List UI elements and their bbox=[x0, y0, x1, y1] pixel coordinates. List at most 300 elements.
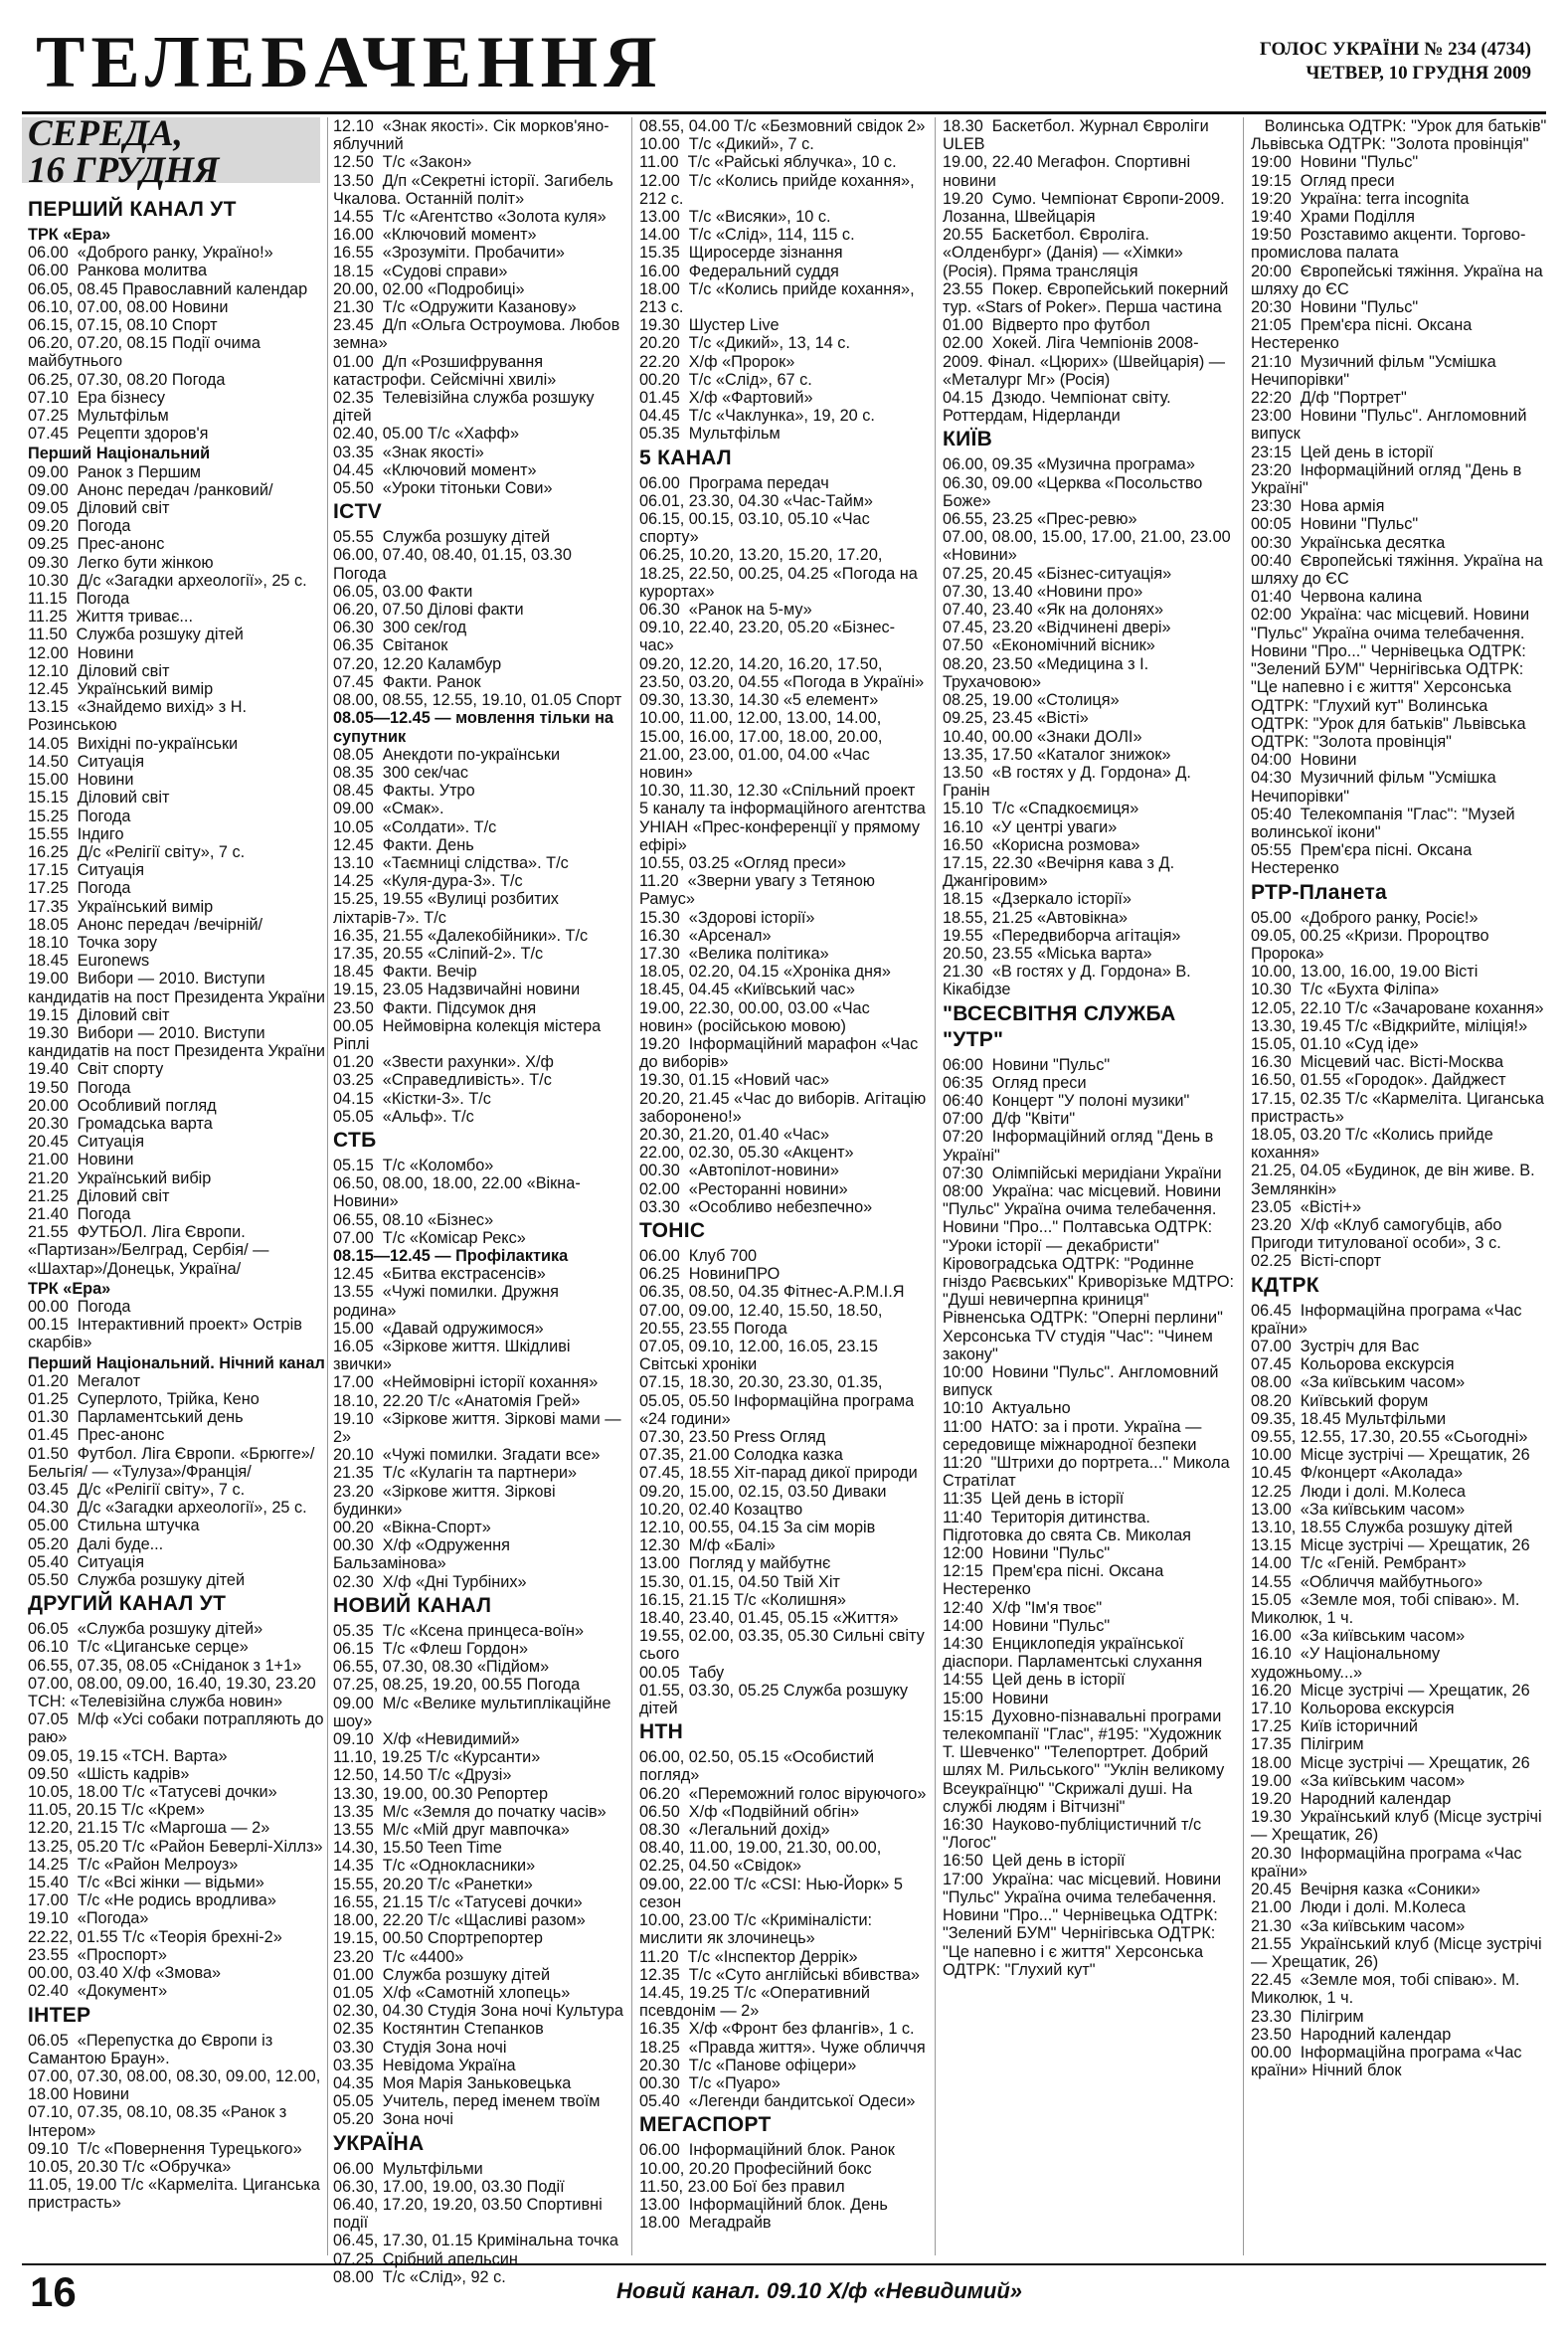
schedule-entry: 00:40 Європейські тяжіння. Україна на шляху до ЄС bbox=[1251, 551, 1548, 589]
schedule-entry: 09.30 Легко бути жінкою bbox=[28, 553, 214, 572]
schedule-entry: 20.30 Т/с «Панове офіцери» bbox=[639, 2056, 857, 2074]
schedule-entry: 08.05 Анекдоти по-українськи bbox=[333, 745, 561, 764]
schedule-entry: 13.25, 05.20 Т/с «Район Беверлі-Хіллз» bbox=[28, 1837, 323, 1856]
schedule-entry: 00.00 Інформаційна програма «Час країни» Нічний блок bbox=[1251, 2043, 1527, 2080]
schedule-entry: 18.00 Мегадрайв bbox=[639, 2214, 772, 2233]
schedule-entry: 17.35 Український вимір bbox=[28, 897, 214, 916]
schedule-entry: 07.15, 18.30, 20.30, 23.30, 01.35, 05.05, 05.50 Інформаційна програма «24 години» bbox=[639, 1373, 919, 1428]
channel-heading: УКРАЇНА bbox=[333, 2131, 425, 2155]
schedule-entry: 06.00, 07.40, 08.40, 01.15, 03.30 Погода bbox=[333, 546, 577, 583]
schedule-entry: Волинська ОДТРК: "Урок для батьків" Львівська ОДТРК: "Золота провінція" bbox=[1251, 117, 1551, 154]
schedule-entry: 20.45 Ситуація bbox=[28, 1133, 145, 1152]
schedule-entry: 18.40, 23.40, 01.45, 05.15 «Життя» bbox=[639, 1609, 899, 1628]
schedule-entry: 08.55, 04.00 Т/с «Безмовний свідок 2» bbox=[639, 117, 926, 135]
schedule-entry: 11:00 НАТО: за і проти. Україна — середовище міжнародної безпеки bbox=[943, 1417, 1206, 1454]
schedule-entry: 09.30, 13.30, 14.30 «5 елемент» bbox=[639, 691, 879, 710]
schedule-entry: 19:15 Огляд преси bbox=[1251, 171, 1395, 190]
schedule-entry: 15.40 Т/с «Всі жінки — відьми» bbox=[28, 1874, 264, 1892]
schedule-entry: 15.05, 01.10 «Суд іде» bbox=[1251, 1034, 1419, 1053]
schedule-entry: 19:50 Розставимо акценти. Торгово-промислова палата bbox=[1251, 226, 1526, 263]
schedule-entry: 15:00 Новини bbox=[943, 1689, 1049, 1707]
schedule-entry: 06.25, 07.30, 08.20 Погода bbox=[28, 370, 226, 389]
schedule-entry: 18.45 Факти. Вечір bbox=[333, 963, 477, 982]
schedule-entry: 07.25 Мультфільм bbox=[28, 407, 169, 426]
schedule-entry: 06.10 Т/с «Циганське серце» bbox=[28, 1638, 249, 1657]
schedule-entry: 19.00, 22.30, 00.00, 03.00 «Час новин» (російською мовою) bbox=[639, 998, 875, 1035]
schedule-entry: 14.50 Ситуація bbox=[28, 752, 145, 771]
schedule-entry: 16.00 «Ключовий момент» bbox=[333, 226, 537, 245]
schedule-entry: 17.10 Кольорова екскурсія bbox=[1251, 1700, 1455, 1718]
schedule-entry: 04.30 Д/с «Загадки археології», 25 с. bbox=[28, 1499, 307, 1518]
schedule-entry: 13.00 Погляд у майбутнє bbox=[639, 1554, 831, 1573]
schedule-entry: 07.45 Факти. Ранок bbox=[333, 672, 481, 691]
schedule-entry: 18.15 «Дзеркало історії» bbox=[943, 890, 1132, 909]
schedule-entry: 18.25 «Правда життя». Чуже обличчя bbox=[639, 2038, 926, 2057]
schedule-entry: 10:10 Актуально bbox=[943, 1399, 1071, 1418]
schedule-entry: 07.05 М/ф «Усі собаки потрапляють до раю» bbox=[28, 1710, 329, 1747]
schedule-entry: 16.35, 21.55 «Далекобійники». Т/с bbox=[333, 926, 589, 945]
schedule-entry: 19.00, 22.40 Мегафон. Спортивні новини bbox=[943, 153, 1195, 190]
schedule-entry: 21.20 Український вибір bbox=[28, 1168, 212, 1187]
schedule-entry: 10.00 Місце зустрічі — Хрещатик, 26 bbox=[1251, 1446, 1530, 1465]
schedule-entry: 11:40 Територія дитинства. Підготовка до свята Св. Миколая bbox=[943, 1508, 1191, 1544]
schedule-entry: 19.55, 02.00, 03.35, 05.30 Сильні світу сього bbox=[639, 1627, 930, 1664]
schedule-entry: 19.30, 01.15 «Новий час» bbox=[639, 1071, 830, 1090]
channel-subheading: ТРК «Ера» bbox=[28, 1279, 111, 1298]
schedule-entry: 11.05, 19.00 Т/с «Кармеліта. Циганська пристрасть» bbox=[28, 2176, 325, 2213]
schedule-entry: 14.00 Т/с «Слід», 114, 115 с. bbox=[639, 226, 855, 245]
schedule-entry: 14:55 Цей день в історії bbox=[943, 1671, 1126, 1690]
schedule-entry: 07.00, 08.00, 15.00, 17.00, 21.00, 23.00 «Новини» bbox=[943, 528, 1236, 565]
schedule-entry: 13.15 Місце зустрічі — Хрещатик, 26 bbox=[1251, 1536, 1530, 1555]
schedule-entry: 02.00 «Ресторанні новини» bbox=[639, 1179, 848, 1198]
schedule-entry: 12:40 Х/ф "Ім'я твоє" bbox=[943, 1598, 1103, 1617]
schedule-entry: 16.55 «Зрозуміти. Пробачити» bbox=[333, 244, 565, 263]
schedule-entry: 21.25 Діловий світ bbox=[28, 1186, 170, 1205]
channel-subheading: ТРК «Ера» bbox=[28, 226, 111, 244]
schedule-entry: 16.50, 01.55 «Городок». Дайджест bbox=[1251, 1071, 1506, 1090]
section-title: ТЕЛЕБАЧЕННЯ bbox=[36, 22, 663, 103]
schedule-entry: 01.00 Служба розшуку дітей bbox=[333, 1965, 551, 1984]
schedule-entry: 01.45 Прес-анонс bbox=[28, 1426, 165, 1445]
schedule-entry: 10.20, 02.40 Козацтво bbox=[639, 1500, 803, 1519]
schedule-entry: 06.00 Програма передач bbox=[639, 473, 829, 492]
schedule-entry: 20.45 Вечірня казка «Соники» bbox=[1251, 1881, 1481, 1899]
schedule-entry: 16.55, 21.15 Т/с «Татусеві дочки» bbox=[333, 1892, 583, 1911]
schedule-entry: 15.10 Т/с «Спадкоємиця» bbox=[943, 800, 1139, 818]
schedule-entry: 17.35 Пілігрим bbox=[1251, 1735, 1364, 1754]
schedule-entry: 20.20 Т/с «Дикий», 13, 14 с. bbox=[639, 334, 850, 353]
schedule-entry: 13.10 «Таємниці слідства». Т/с bbox=[333, 853, 569, 872]
schedule-entry: 11.20 Т/с «Інспектор Деррік» bbox=[639, 1947, 858, 1966]
schedule-entry: 06.25, 10.20, 13.20, 15.20, 17.20, 18.25, 22.50, 00.25, 04.25 «Погода на курортах» bbox=[639, 546, 923, 601]
schedule-entry: 19.20 Сумо. Чемпіонат Європи-2009. Лозанна, Швейцарія bbox=[943, 189, 1230, 227]
schedule-entry: 19.30 Український клуб (Місце зустрічі — Хрещатик, 26) bbox=[1251, 1808, 1547, 1845]
schedule-entry: 15.15 Діловий світ bbox=[28, 789, 170, 808]
schedule-entry: 08.25, 19.00 «Столиця» bbox=[943, 691, 1120, 710]
schedule-entry: 19:40 Храми Поділля bbox=[1251, 208, 1415, 227]
schedule-entry: 00.20 «Вікна-Спорт» bbox=[333, 1519, 491, 1537]
schedule-entry: 20:00 Європейські тяжіння. Україна на шляху до ЄС bbox=[1251, 262, 1548, 298]
schedule-entry: 20.30, 21.20, 01.40 «Час» bbox=[639, 1125, 830, 1144]
schedule-entry: 06.10, 07.00, 08.00 Новини bbox=[28, 297, 229, 316]
schedule-entry: 07:30 Олімпійські меридіани України bbox=[943, 1164, 1222, 1182]
schedule-entry: 22.20 Х/ф «Пророк» bbox=[639, 352, 795, 371]
schedule-entry: 09.05 Діловий світ bbox=[28, 499, 170, 518]
schedule-entry: 20.30 Інформаційна програма «Час країни» bbox=[1251, 1844, 1527, 1881]
schedule-entry: 09.05, 00.25 «Кризи. Пророцтво Пророка» bbox=[1251, 926, 1494, 963]
schedule-entry: 09.00, 22.00 Т/с «CSI: Нью-Йорк» 5 сезон bbox=[639, 1875, 908, 1911]
schedule-entry: 03.25 «Справедливість». Т/с bbox=[333, 1071, 552, 1090]
schedule-entry: 10.00, 23.00 Т/с «Криміналісти: мислити як злочинець» bbox=[639, 1911, 877, 1948]
schedule-entry: 05.05 «Альф». Т/с bbox=[333, 1107, 474, 1126]
footer-teaser: Новий канал. 09.10 Х/ф «Невидимий» bbox=[616, 2278, 1022, 2303]
schedule-entry: 07.10, 07.35, 08.10, 08.35 «Ранок з Інтером» bbox=[28, 2103, 291, 2140]
schedule-entry: 19.55 «Передвиборча агітація» bbox=[943, 926, 1181, 945]
schedule-entry: 17.25 Київ історичний bbox=[1251, 1717, 1418, 1736]
schedule-entry: 06.55, 07.30, 08.30 «Підйом» bbox=[333, 1658, 550, 1677]
schedule-entry: 07.45 Рецепти здоров'я bbox=[28, 425, 209, 444]
schedule-entry: 19.10 «Зіркове життя. Зіркові мами — 2» bbox=[333, 1409, 626, 1447]
schedule-entry: 22.45 «Земле моя, тобі співаю». М. Миколюк, 1 ч. bbox=[1251, 1971, 1524, 2008]
schedule-entry: 17.00 «Неймовірні історії кохання» bbox=[333, 1373, 599, 1392]
schedule-entry: 06:35 Огляд преси bbox=[943, 1073, 1087, 1092]
schedule-entry: 01.25 Суперлото, Трійка, Кено bbox=[28, 1390, 260, 1408]
schedule-entry: 01.30 Парламентський день bbox=[28, 1408, 244, 1427]
schedule-entry: 16.35 Х/ф «Фронт без флангів», 1 с. bbox=[639, 2020, 915, 2039]
schedule-entry: 01.20 «Звести рахунки». Х/ф bbox=[333, 1053, 554, 1072]
schedule-entry: 06.15 Т/с «Флеш Гордон» bbox=[333, 1640, 529, 1659]
schedule-entry: 21.25, 04.05 «Будинок, де він живе. В. Землянкін» bbox=[1251, 1162, 1540, 1198]
schedule-entry: 10:00 Новини "Пульс". Англомовний випуск bbox=[943, 1363, 1223, 1400]
schedule-entry: 06.00 Клуб 700 bbox=[639, 1246, 758, 1265]
schedule-entry: 20.55 Баскетбол. Євроліга. «Олденбург» (Данія) — «Хімки» (Росія). Пряма трансляція bbox=[943, 226, 1188, 280]
schedule-entry: 06.00 Ранкова молитва bbox=[28, 262, 208, 280]
schedule-entry: 12.10 «Знак якості». Сік морков'яно-яблучний bbox=[333, 117, 610, 154]
schedule-entry: 12.10 Діловий світ bbox=[28, 661, 170, 680]
schedule-entry: 03.35 «Знак якості» bbox=[333, 443, 484, 461]
schedule-entry: 15.00 «Давай одружимося» bbox=[333, 1319, 544, 1338]
schedule-entry: 10.00, 20.20 Професійний бокс bbox=[639, 2159, 872, 2178]
footer-rule bbox=[22, 2263, 1546, 2265]
schedule-entry: 08.35 300 сек/час bbox=[333, 763, 468, 782]
schedule-entry: 15.25 Погода bbox=[28, 807, 131, 825]
masthead bbox=[22, 14, 1543, 111]
schedule-entry: 22.00, 02.30, 05.30 «Акцент» bbox=[639, 1144, 854, 1163]
schedule-entry: 07.00 Т/с «Комісар Рекс» bbox=[333, 1228, 526, 1247]
schedule-entry: 04.15 «Кістки-3». Т/с bbox=[333, 1089, 491, 1108]
schedule-entry: 16.50 «Корисна розмова» bbox=[943, 835, 1140, 854]
schedule-entry: 14.00 Т/с «Геній. Рембрант» bbox=[1251, 1554, 1467, 1573]
schedule-entry: 15.05 «Земле моя, тобі співаю». М. Миколюк, 1 ч. bbox=[1251, 1590, 1524, 1628]
schedule-entry: 06.05, 03.00 Факти bbox=[333, 582, 473, 601]
schedule-entry: 17:00 Україна: час місцевий. Новини "Пульс" Україна очима телебачення. Новини "Про..." Чернівецька ОДТРК: "Зелений БУМ" Чернігівська ОДТРК: "Це напевно і є життя" Херсонська ОДТРК: "Глухий кут" bbox=[943, 1870, 1226, 1979]
schedule-entry: 23.45 Д/п «Ольга Остроумова. Любов земна» bbox=[333, 316, 624, 353]
schedule-entry: 11:20 "Штрихи до портрета..." Микола Стратілат bbox=[943, 1454, 1235, 1491]
schedule-entry: 09.00 М/с «Велике мультиплікаційне шоу» bbox=[333, 1694, 615, 1730]
schedule-entry: 07.45 Кольорова екскурсія bbox=[1251, 1355, 1455, 1374]
schedule-entry: 12.50, 14.50 Т/с «Друзі» bbox=[333, 1766, 512, 1785]
schedule-entry: 18.30 Баскетбол. Журнал Євроліги ULEB bbox=[943, 117, 1214, 154]
schedule-entry: 14.55 «Обличчя майбутнього» bbox=[1251, 1572, 1483, 1591]
schedule-entry: 13.35 М/с «Земля до початку часів» bbox=[333, 1802, 607, 1821]
schedule-entry: 23:30 Нова армія bbox=[1251, 497, 1385, 516]
schedule-entry: 02:00 Україна: час місцевий. Новини "Пульс" Україна очима телебачення. Новини "Про..." Чернівецька ОДТРК: "Зелений БУМ" Чернігівська ОДТРК: "Це напевно і є життя" Херсонська ОДТРК: "Глухий кут" Волинська ОДТРК: "Урок для батьків" Львівська ОДТРК: "Золота провінція" bbox=[1251, 606, 1534, 751]
schedule-entry: 20.50, 23.55 «Міська варта» bbox=[943, 944, 1152, 963]
schedule-entry: 06.00 Інформаційний блок. Ранок bbox=[639, 2141, 895, 2160]
schedule-entry: 20.10 «Чужі помилки. Згадати все» bbox=[333, 1446, 601, 1465]
schedule-entry: 21.00 Новини bbox=[28, 1151, 134, 1169]
schedule-entry: 07.00 Зустріч для Вас bbox=[1251, 1338, 1420, 1355]
schedule-entry: 18.15 «Судові справи» bbox=[333, 262, 508, 280]
schedule-entry: 15.25, 19.55 «Вулиці розбитих ліхтарів-7». Т/с bbox=[333, 890, 564, 927]
schedule-entry: 04.45 Т/с «Чаклунка», 19, 20 с. bbox=[639, 407, 875, 426]
schedule-entry: 11.25 Життя триває... bbox=[28, 608, 193, 627]
schedule-entry: 01.55, 03.30, 05.25 Служба розшуку дітей bbox=[639, 1681, 913, 1718]
schedule-entry: 21.55 Український клуб (Місце зустрічі — Хрещатик, 26) bbox=[1251, 1934, 1547, 1971]
channel-heading: 5 КАНАЛ bbox=[639, 446, 732, 469]
schedule-entry: 03.30 «Особливо небезпечно» bbox=[639, 1197, 873, 1216]
schedule-entry: 12.35 Т/с «Суто англійські вбивства» bbox=[639, 1965, 920, 1984]
schedule-entry: 23.55 Покер. Європейський покерний тур. «Stars of Poker». Перша частина bbox=[943, 279, 1233, 317]
schedule-entry: 10.55, 03.25 «Огляд преси» bbox=[639, 853, 846, 872]
schedule-entry: 12:00 Новини "Пульс" bbox=[943, 1544, 1111, 1563]
schedule-entry: 05.40 «Легенди бандитської Одеси» bbox=[639, 2092, 916, 2111]
schedule-entry: 07.10 Ера бізнесу bbox=[28, 388, 166, 407]
schedule-entry: 06.00, 02.50, 05.15 «Особистий погляд» bbox=[639, 1748, 879, 1785]
schedule-entry: 06.00, 09.35 «Музична програма» bbox=[943, 455, 1195, 474]
channel-heading: ПЕРШИЙ КАНАЛ УТ bbox=[28, 198, 237, 221]
schedule-entry: 21.30 «В гостях у Д. Гордона» В. Кікабідзе bbox=[943, 963, 1196, 999]
schedule-entry: 12.05, 22.10 Т/с «Зачароване кохання» bbox=[1251, 998, 1544, 1017]
schedule-entry: 17.35, 20.55 «Сліпий-2». Т/с bbox=[333, 944, 544, 963]
schedule-entry: 02.35 Телевізійна служба розшуку дітей bbox=[333, 389, 600, 426]
schedule-entry: 17.15, 22.30 «Вечірня кава з Д. Джангіровим» bbox=[943, 853, 1179, 891]
schedule-entry: 10.30 Т/с «Бухта Філіпа» bbox=[1251, 981, 1440, 999]
schedule-entry: 10.00 Т/с «Дикий», 7 с. bbox=[639, 135, 814, 154]
schedule-entry: 09.10 Х/ф «Невидимий» bbox=[333, 1730, 520, 1749]
schedule-entry: 01.45 Х/ф «Фартовий» bbox=[639, 389, 813, 408]
schedule-entry: 09.25, 23.45 «Вісті» bbox=[943, 709, 1089, 728]
schedule-entry: 23:00 Новини "Пульс". Англомовний випуск bbox=[1251, 407, 1531, 444]
schedule-entry: 08.20, 23.50 «Медицина з І. Трухачовою» bbox=[943, 654, 1153, 691]
column-2 bbox=[333, 117, 626, 2286]
schedule-entry: 02.25 Вісті-спорт bbox=[1251, 1252, 1382, 1271]
schedule-entry: 19.20 Народний календар bbox=[1251, 1790, 1452, 1809]
schedule-entry: 05.15 Т/с «Коломбо» bbox=[333, 1156, 494, 1174]
schedule-entry: 04:30 Музичний фільм "Усмішка Нечипорівки" bbox=[1251, 769, 1501, 806]
schedule-entry: 14.25 «Куля-дура-3». Т/с bbox=[333, 872, 523, 891]
schedule-entry: 10.00, 11.00, 12.00, 13.00, 14.00, 15.00, 16.00, 17.00, 18.00, 20.00, 21.00, 23.00, 01.00, 04.00 «Час новин» bbox=[639, 709, 887, 782]
schedule-entry: 19.50 Погода bbox=[28, 1078, 131, 1097]
schedule-entry: 20.00, 02.00 «Подробиці» bbox=[333, 279, 525, 298]
schedule-entry: 19:00 Новини "Пульс" bbox=[1251, 153, 1419, 172]
schedule-entry: 02.30 Х/ф «Дні Турбіних» bbox=[333, 1572, 527, 1591]
schedule-entry: 14.05 Вихідні по-українськи bbox=[28, 734, 239, 753]
schedule-entry: 07.20, 12.20 Каламбур bbox=[333, 654, 502, 673]
schedule-entry: 07.30, 23.50 Press Огляд bbox=[639, 1428, 826, 1447]
schedule-entry: 10.30, 11.30, 12.30 «Спільний проект 5 каналу та інформаційного агентства УНІАН «Прес-конференції у прямому ефірі» bbox=[639, 782, 931, 854]
schedule-entry: 07.35, 21.00 Солодка казка bbox=[639, 1446, 843, 1465]
schedule-entry: 08.20 Київський форум bbox=[1251, 1391, 1429, 1410]
schedule-entry: 17.25 Погода bbox=[28, 879, 131, 898]
schedule-entry: 19.10 «Погода» bbox=[28, 1909, 149, 1928]
schedule-entry: 02.40 «Документ» bbox=[28, 1982, 168, 2001]
schedule-entry: 01.00 Відверто про футбол bbox=[943, 316, 1150, 335]
schedule-entry: 17.15, 02.35 Т/с «Кармеліта. Циганська пристрасть» bbox=[1251, 1089, 1549, 1126]
schedule-entry: 06.30, 09.00 «Церква «Посольство Боже» bbox=[943, 473, 1207, 510]
schedule-entry: 06.55, 08.10 «Бізнес» bbox=[333, 1210, 494, 1229]
column-divider bbox=[631, 117, 632, 2255]
schedule-entry: 06:00 Новини "Пульс" bbox=[943, 1055, 1111, 1074]
schedule-entry: 06.35 Світанок bbox=[333, 636, 448, 655]
schedule-entry: 23.30 Пілігрим bbox=[1251, 2007, 1364, 2026]
schedule-entry: 21.00 Люди і долі. М.Колеса bbox=[1251, 1898, 1466, 1917]
schedule-entry: 23:15 Цей день в історії bbox=[1251, 443, 1434, 461]
schedule-entry: 06.30 300 сек/год bbox=[333, 619, 467, 637]
channel-heading: ДРУГИЙ КАНАЛ УТ bbox=[28, 1592, 227, 1616]
weekday: СЕРЕДА, bbox=[28, 113, 183, 154]
schedule-entry: 12.20, 21.15 Т/с «Маргоша — 2» bbox=[28, 1819, 270, 1838]
schedule-entry: 01.05 Х/ф «Самотній хлопець» bbox=[333, 1983, 571, 2002]
schedule-entry: 13.35, 17.50 «Каталог знижок» bbox=[943, 745, 1171, 764]
schedule-entry: 06.35, 08.50, 04.35 Фітнес-А.Р.М.І.Я bbox=[639, 1283, 905, 1302]
schedule-entry: 05:40 Телекомпанія "Глас": "Музей волинської ікони" bbox=[1251, 805, 1520, 841]
schedule-entry: 10.05, 20.30 Т/с «Обручка» bbox=[28, 2157, 232, 2176]
column-5 bbox=[1251, 117, 1549, 2255]
schedule-entry: 09.20 Погода bbox=[28, 517, 131, 536]
schedule-entry: 05.35 Т/с «Ксена принцеса-воїн» bbox=[333, 1621, 585, 1640]
schedule-entry: 06.01, 23.30, 04.30 «Час-Тайм» bbox=[639, 491, 873, 510]
schedule-entry: 11:35 Цей день в історії bbox=[943, 1490, 1125, 1509]
schedule-entry: 07.25, 20.45 «Бізнес-ситуація» bbox=[943, 564, 1172, 583]
schedule-entry: 15.55 Індиго bbox=[28, 824, 124, 843]
schedule-entry: 08.30 «Легальний дохід» bbox=[639, 1821, 830, 1840]
schedule-entry: 00.30 Т/с «Пуаро» bbox=[639, 2073, 781, 2092]
schedule-entry: 00.00, 03.40 Х/ф «Змова» bbox=[28, 1964, 222, 1983]
column-1 bbox=[28, 195, 329, 2333]
schedule-entry: 00.00 Погода bbox=[28, 1297, 131, 1316]
schedule-entry: 13.50 Д/п «Секретні історії. Загибель Чкалова. Останній політ» bbox=[333, 171, 618, 208]
channel-heading: СТБ bbox=[333, 1128, 377, 1152]
schedule-entry: 14:00 Новини "Пульс" bbox=[943, 1616, 1111, 1635]
schedule-entry: 08.45 Факты. Утро bbox=[333, 782, 475, 801]
schedule-entry: 09.10, 22.40, 23.20, 05.20 «Бізнес-час» bbox=[639, 619, 896, 655]
schedule-entry: 15.55, 20.20 Т/с «Ранетки» bbox=[333, 1875, 533, 1893]
schedule-entry: 13.30, 19.00, 00.30 Репортер bbox=[333, 1784, 548, 1803]
schedule-entry: 06.05 «Служба розшуку дітей» bbox=[28, 1620, 263, 1639]
schedule-entry: 14.35 Т/с «Однокласники» bbox=[333, 1857, 536, 1876]
schedule-entry: 09.00 «Смак». bbox=[333, 800, 444, 818]
schedule-entry: 23.55 «Проспорт» bbox=[28, 1945, 167, 1964]
schedule-entry: 00.05 Неймовірна колекція містера Ріплі bbox=[333, 1016, 606, 1053]
schedule-entry: 19.00 «За київським часом» bbox=[1251, 1771, 1466, 1790]
schedule-entry: 15.30, 01.15, 04.50 Твій Хіт bbox=[639, 1572, 840, 1591]
schedule-entry: 19.20 Інформаційний марафон «Час до виборів» bbox=[639, 1034, 923, 1072]
schedule-entry: 08:00 Україна: час місцевий. Новини "Пульс" Україна очима телебачення. Новини "Про..." Полтавська ОДТРК: "Уроки історії — декабристи" Кіровоградська ОДТРК: "Родинне гніздо Раєвських" Криворізьке МДТРО: "Душі невичерпна криниця" Рівненська ОДТРК: "Оперні перлини" Херсонська TV студія "Час": "Чинем закону" bbox=[943, 1181, 1239, 1363]
schedule-entry: 13.30, 19.45 Т/с «Відкрийте, міліція!» bbox=[1251, 1016, 1528, 1035]
schedule-entry: 03.35 Невідома Україна bbox=[333, 2056, 516, 2074]
schedule-entry: 18.10, 22.20 Т/с «Анатомія Грей» bbox=[333, 1391, 581, 1410]
schedule-entry: 19.15 Діловий світ bbox=[28, 1005, 170, 1024]
schedule-note: 08.05—12.45 — мовлення тільки на супутник bbox=[333, 709, 618, 746]
schedule-entry: 02.35 Костянтин Степанков bbox=[333, 2020, 544, 2039]
schedule-entry: 00.05 Табу bbox=[639, 1663, 725, 1682]
schedule-entry: 16.00 «За київським часом» bbox=[1251, 1627, 1466, 1646]
schedule-entry: 20:30 Новини "Пульс" bbox=[1251, 298, 1419, 317]
schedule-entry: 21:10 Музичний фільм "Усмішка Нечипорівки" bbox=[1251, 352, 1501, 389]
schedule-entry: 23.50 Народний календар bbox=[1251, 2025, 1452, 2044]
schedule-entry: 20.00 Особливий погляд bbox=[28, 1096, 217, 1115]
schedule-entry: 16.10 «У Національному художньому...» bbox=[1251, 1645, 1445, 1682]
schedule-entry: 07.50 «Економічний вісник» bbox=[943, 636, 1155, 655]
schedule-entry: 01:40 Червона калина bbox=[1251, 588, 1423, 607]
issue-info bbox=[1260, 38, 1531, 86]
schedule-entry: 09.00 Ранок з Першим bbox=[28, 462, 202, 481]
schedule-entry: 17.00 Т/с «Не родись вродлива» bbox=[28, 1891, 276, 1910]
schedule-entry: 07:00 Д/ф "Квіти" bbox=[943, 1110, 1076, 1129]
header-rule bbox=[22, 111, 1546, 114]
schedule-entry: 23.20 Х/ф «Клуб самогубців, або Пригоди титулованої особи», 3 с. bbox=[1251, 1215, 1506, 1253]
channel-heading: НОВИЙ КАНАЛ bbox=[333, 1593, 492, 1617]
schedule-entry: 06.20, 07.20, 08.15 Події очима майбутнього bbox=[28, 334, 265, 371]
schedule-entry: 21.30 «За київським часом» bbox=[1251, 1916, 1466, 1935]
schedule-entry: 23:20 Інформаційний огляд "День в Україні" bbox=[1251, 460, 1526, 498]
schedule-entry: 00:30 Українська десятка bbox=[1251, 533, 1446, 552]
schedule-entry: 21.55 ФУТБОЛ. Ліга Європи. «Партизан»/Белград, Сербія/ — «Шахтар»/Донецьк, Україна/ bbox=[28, 1223, 273, 1278]
schedule-entry: 12.00 Т/с «Колись прийде кохання», 212 с. bbox=[639, 171, 920, 208]
schedule-entry: 06.45 Інформаційна програма «Час країни» bbox=[1251, 1301, 1527, 1338]
schedule-entry: 18.10 Точка зору bbox=[28, 933, 158, 952]
schedule-entry: 09.10 Т/с «Повернення Турецького» bbox=[28, 2139, 302, 2158]
schedule-entry: 13.00 Інформаційний блок. День bbox=[639, 2195, 888, 2214]
day-date: 16 ГРУДНЯ bbox=[28, 150, 220, 191]
schedule-entry: 17.30 «Велика політика» bbox=[639, 944, 829, 963]
channel-heading: РТР-Планета bbox=[1251, 880, 1388, 904]
schedule-entry: 11.00 Т/с «Райські яблучка», 10 с. bbox=[639, 153, 897, 172]
schedule-entry: 21.35 Т/с «Кулагін та партнери» bbox=[333, 1464, 577, 1483]
channel-heading: КДТРК bbox=[1251, 1273, 1319, 1297]
schedule-note: 08.15—12.45 — Профілактика bbox=[333, 1246, 569, 1265]
schedule-entry: 12:15 Прем'єра пісні. Оксана Нестеренко bbox=[943, 1562, 1168, 1599]
schedule-entry: 23.20 «Зіркове життя. Зіркові будинки» bbox=[333, 1482, 561, 1519]
schedule-entry: 09.00 Анонс передач /ранковий/ bbox=[28, 480, 273, 499]
channel-heading: ІНТЕР bbox=[28, 2003, 91, 2027]
schedule-entry: 13.50 «В гостях у Д. Гордона» Д. Гранін bbox=[943, 763, 1196, 801]
schedule-entry: 09.20, 12.20, 14.20, 16.20, 17.50, 23.50, 03.20, 04.55 «Погода в Україні» bbox=[639, 654, 925, 691]
schedule-entry: 13.55 «Чужі помилки. Дружня родина» bbox=[333, 1283, 564, 1320]
newspaper-issue: ГОЛОС УКРАЇНИ № 234 (4734) bbox=[1259, 39, 1531, 60]
schedule-entry: 02.00 Хокей. Ліга Чемпіонів 2008-2009. Фінал. «Цюрих» (Швейцарія) — «Металург Мг» (Росія) bbox=[943, 334, 1230, 389]
schedule-entry: 19:20 Україна: terra incognita bbox=[1251, 189, 1470, 208]
schedule-entry: 15.00 Новини bbox=[28, 771, 134, 790]
schedule-entry: 15:15 Духовно-пізнавальні програми телекомпанії "Глас", #195: "Художник Т. Шевченко" "Телепортрет. Добрий шлях М. Рильського" "Уклін великому Всеукраїнцю" "Скрижалі душі. На службі людям і Вітчизні" bbox=[943, 1706, 1229, 1816]
schedule-entry: 18.00 Т/с «Колись прийде кохання», 213 с. bbox=[639, 279, 920, 317]
schedule-entry: 06.50, 08.00, 18.00, 22.00 «Вікна-Новини» bbox=[333, 1174, 581, 1211]
schedule-entry: 13.55 М/с «Мій друг мавпочка» bbox=[333, 1821, 570, 1840]
schedule-entry: 09.05, 19.15 «ТСН. Варта» bbox=[28, 1746, 228, 1765]
schedule-entry: 10.05 «Солдати». Т/с bbox=[333, 817, 497, 836]
schedule-entry: 13.15 «Знайдемо вихід» з Н. Розинською bbox=[28, 698, 252, 735]
schedule-entry: 04:00 Новини bbox=[1251, 751, 1357, 770]
schedule-entry: 18.05, 03.20 Т/с «Колись прийде кохання» bbox=[1251, 1125, 1498, 1163]
schedule-entry: 07.25 Срібний апельсин bbox=[333, 2249, 518, 2268]
schedule-entry: 05.40 Ситуація bbox=[28, 1552, 145, 1571]
schedule-entry: 22.22, 01.55 Т/с «Теорія брехні-2» bbox=[28, 1927, 282, 1946]
schedule-entry: 06.30 «Ранок на 5-му» bbox=[639, 601, 812, 620]
schedule-entry: 11.05, 20.15 Т/с «Крем» bbox=[28, 1801, 205, 1820]
schedule-entry: 12.45 Український вимір bbox=[28, 680, 214, 699]
